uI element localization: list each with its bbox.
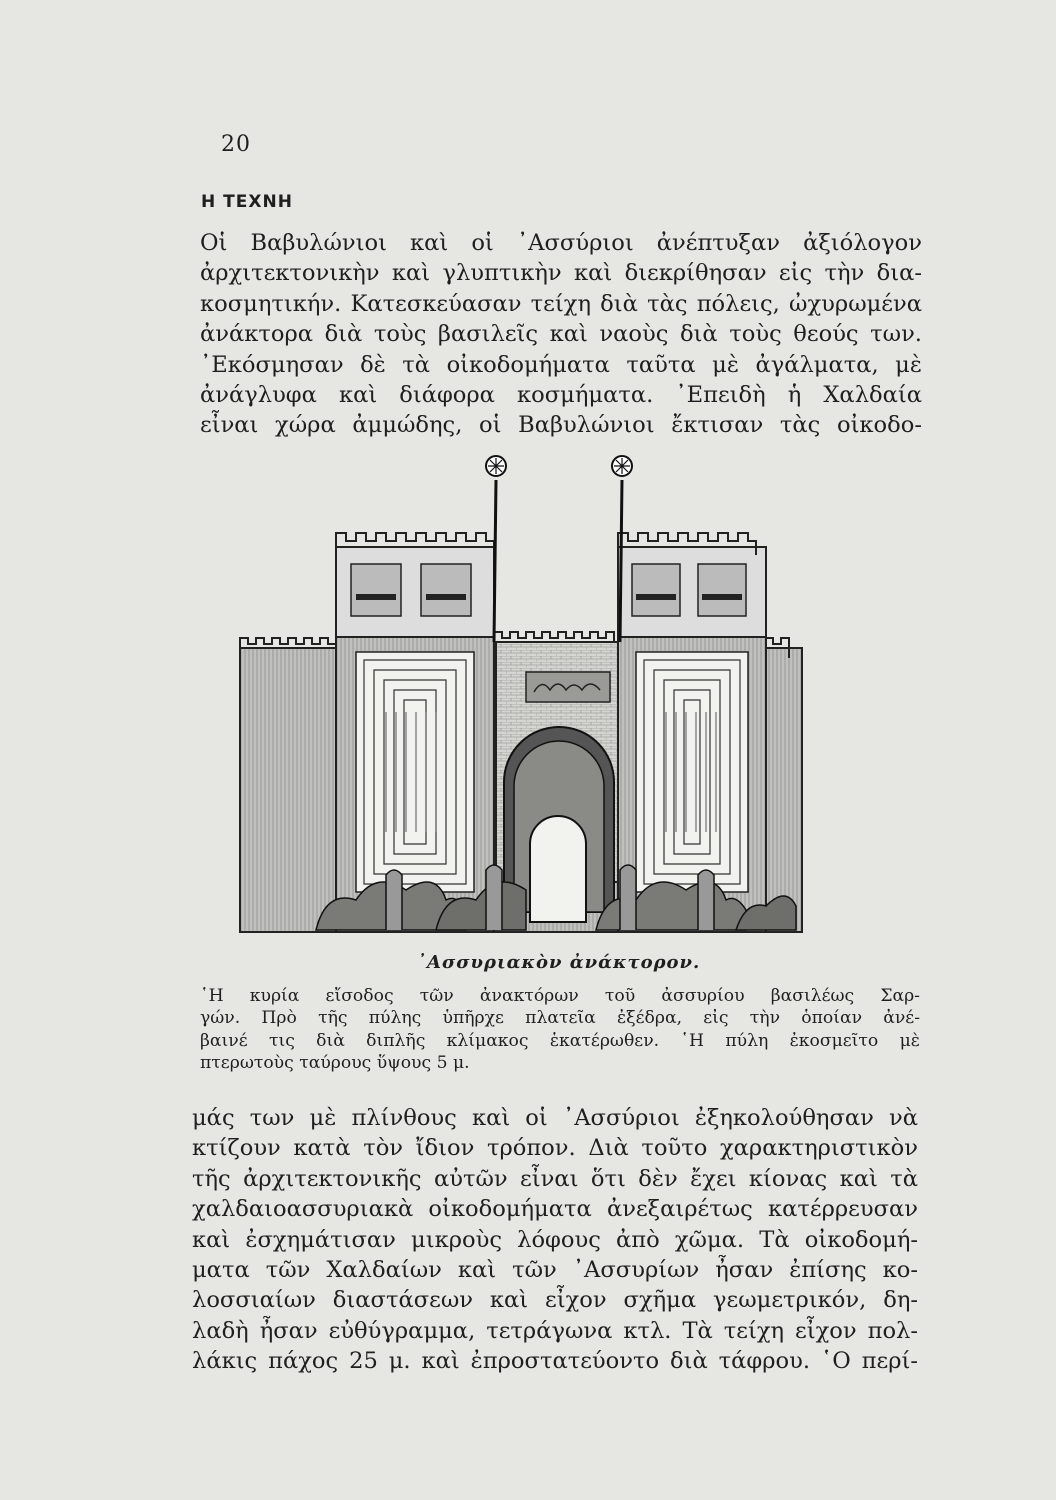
text-line: Οἱ Βαβυλώνιοι καὶ οἱ ᾿Ασσύριοι ἀνέπτυξαν ἀξιόλογον xyxy=(200,230,922,256)
text-line: λάκις πάχος 25 μ. καὶ ἐπροστατεύοντο διὰ τάφρου. ῾Ο περί- xyxy=(192,1348,918,1375)
text-line: μάς των μὲ πλίνθους καὶ οἱ ᾿Ασσύριοι ἐξηκολούθησαν νὰ xyxy=(192,1105,918,1131)
caption-line: γών. Πρὸ τῆς πύλης ὑπῆρχε πλατεῖα ἐξέδρα, εἰς τὴν ὁποίαν ἀνέ- xyxy=(200,1008,920,1029)
paragraph-2 xyxy=(192,1103,918,1377)
page-number: 20 xyxy=(221,132,251,157)
caption-line: βαινέ τις διὰ διπλῆς κλίμακος ἑκατέρωθεν. ῾Η πύλη ἐκοσμεῖτο μὲ xyxy=(200,1030,920,1051)
text-line: ἀρχιτεκτονικὴν καὶ γλυπτικὴν καὶ διεκρίθησαν εἰς τὴν δια- xyxy=(200,260,922,287)
left-tower xyxy=(336,533,494,932)
text-line: ἀνάκτορα διὰ τοὺς βασιλεῖς καὶ ναοὺς διὰ τοὺς θεούς των. xyxy=(200,321,922,348)
text-line: κοσμητικήν. Κατεσκεύασαν τείχη διὰ τὰς πόλεις, ὠχυρωμένα xyxy=(200,290,922,317)
flag-poles xyxy=(486,456,632,642)
text-line: ματα τῶν Χαλδαίων καὶ τῶν ᾿Ασσυρίων ἦσαν ἐπίσης κο- xyxy=(192,1257,918,1284)
caption-line: πτερωτοὺς ταύρους ὕψους 5 μ. xyxy=(200,1053,470,1074)
text-line: εἶναι χώρα ἀμμώδης, οἱ Βαβυλώνιοι ἔκτισαν τὰς οἰκοδο- xyxy=(200,412,922,439)
figure-caption-title: ᾿Ασσυριακὸν ἀνάκτορον. xyxy=(417,952,701,973)
right-tower xyxy=(618,533,766,932)
palace-gate-illustration xyxy=(236,452,806,942)
section-title: Η ΤΕΧΝΗ xyxy=(201,192,293,212)
text-line: κτίζουν κατὰ τὸν ἴδιον τρόπον. Διὰ τοῦτο χαρακτηριστικὸν xyxy=(192,1135,918,1162)
paragraph-1 xyxy=(200,228,922,441)
text-line: τῆς ἀρχιτεκτονικῆς αὐτῶν εἶναι ὅτι δὲν ἔχει κίονας καὶ τὰ xyxy=(192,1165,918,1192)
text-line: χαλδαιοασσυριακὰ οἰκοδομήματα ἀνεξαιρέτως κατέρρευσαν xyxy=(192,1196,918,1223)
text-line: καὶ ἐσχημάτισαν μικροὺς λόφους ἀπὸ χῶμα. Τὰ οἰκοδομή- xyxy=(192,1226,918,1253)
text-line: λαδὴ ἦσαν εὐθύγραμμα, τετράγωνα κτλ. Τὰ τείχη εἶχον πολ- xyxy=(192,1317,918,1344)
text-line: ἀνάγλυφα καὶ διάφορα κοσμήματα. ᾿Επειδὴ ἡ Χαλδαία xyxy=(200,382,922,409)
text-line: ᾿Εκόσμησαν δὲ τὰ οἰκοδομήματα ταῦτα μὲ ἀγάλματα, μὲ xyxy=(200,351,922,378)
figure-caption xyxy=(200,985,920,1075)
caption-line: ῾Η κυρία εἴσοδος τῶν ἀνακτόρων τοῦ ἀσσυρίου βασιλέως Σαρ- xyxy=(200,986,920,1006)
text-line: λοσσιαίων διαστάσεων καὶ εἶχον σχῆμα γεωμετρικόν, δη- xyxy=(192,1287,918,1314)
